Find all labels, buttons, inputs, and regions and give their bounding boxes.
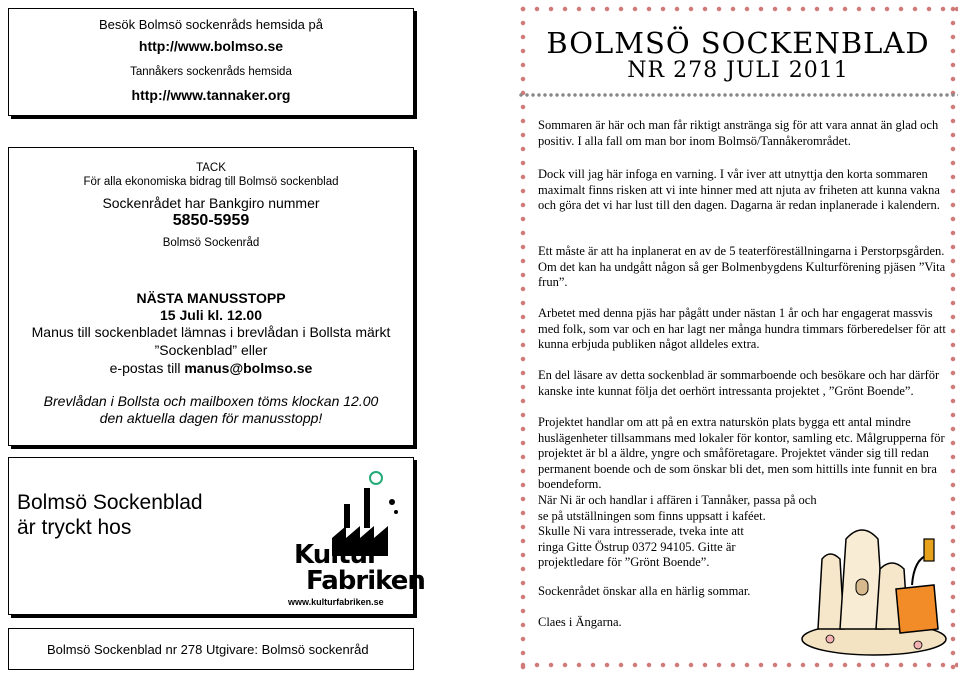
- dotted-border-right: [948, 4, 958, 670]
- bolmso-url-link[interactable]: http://www.bolmso.se: [138, 38, 284, 54]
- dotted-border-bottom: [518, 660, 958, 670]
- paragraph: Sockenrådet önskar alla en härlig sommar.: [538, 584, 751, 598]
- deadline-date: 15 Juli kl. 12.00: [160, 307, 262, 323]
- paragraph: En del läsare av detta sockenblad är sommarboende och besökare och har därför kanske inte kunnat följa det oerhört intressanta projektet , ”Grönt Boende”.: [538, 368, 940, 398]
- websites-intro: Besök Bolmsö sockenråds hemsida på: [98, 17, 323, 32]
- deadline-instructions: Manus till sockenbladet lämnas i brevlådan i Bollsta märkt: [31, 324, 391, 340]
- printer-text: [17, 490, 203, 540]
- newsletter-issue: NR 278 JULI 2011: [627, 58, 849, 83]
- thanks-text: För alla ekonomiska bidrag till Bolmsö sockenblad: [83, 176, 339, 188]
- mailbox-note-2: den aktuella dagen för manusstopp!: [99, 410, 323, 426]
- email-prefix: e-postas till: [109, 360, 185, 376]
- paragraph: Sommaren är här och man får riktigt anstränga sig för att vara annat än glad och positiv. I alla fall om man bor inom Bolmsö/Tannåkerområdet.: [538, 118, 939, 148]
- bankgiro-text: Sockenrådet har Bankgiro nummer: [102, 195, 320, 211]
- paragraph: Dock vill jag här infoga en varning. I vår iver att utnyttja den korta sommaren maximalt finns risken att vi inte hinner med att njuta av friheten att kunna vakna och göra det vi har lust till den dagen. Dagarna är redan inplanerade i kalendern.: [538, 167, 940, 213]
- thanks-signature: Bolmsö Sockenråd: [162, 237, 260, 249]
- websites-box: [8, 8, 414, 116]
- paragraph: Ett måste är att ha inplanerat en av de 5 teaterföreställningarna i Perstorpsgården. Om det kan ha undgått någon så ger Bolmenbygdens Kulturförening pjäsen ”Vita frun”.: [538, 244, 946, 290]
- mailbox-note: Brevlådan i Bollsta och mailboxen töms klockan 12.00: [43, 393, 379, 409]
- sandcastle-clipart: [800, 489, 948, 659]
- footer-text: Bolmsö Sockenblad nr 278 Utgivare: Bolmsö sockenråd: [47, 642, 369, 657]
- thanks-heading: TACK: [196, 162, 226, 174]
- deadline-heading: NÄSTA MANUSSTOPP: [136, 290, 286, 306]
- logo-url[interactable]: www.kulturfabriken.se: [288, 597, 384, 607]
- paragraph: Arbetet med denna pjäs har pågått under nästan 1 år och har engagerat massvis med folk, som var och en har lagt ner många hundra timmars förberedelser för att kunna erbjuda publiken något alldeles extra.: [538, 306, 946, 352]
- newsletter-title: BOLMSÖ SOCKENBLAD: [546, 26, 930, 60]
- paragraph: Projektet handlar om att på en extra naturskön plats bygga ett antal mindre huslägenheter tillsammans med lokaler för kontor, samling etc. Målgrupperna för projektet är bl a äldre, yngre och småföretagare. Projektet vänder sig till redan permanent boende och de som önskar bli det, men som hittills inte funnit en bra boendeform.: [538, 415, 945, 492]
- tannaker-url-link[interactable]: http://www.tannaker.org: [131, 87, 291, 103]
- printer-box: [8, 457, 425, 615]
- deadline-label: ”Sockenblad” eller: [154, 342, 268, 358]
- paragraph: När Ni är och handlar i affären i Tannåker, passa på och se på utställningen som finns uppsatt i kaféet.: [538, 493, 817, 523]
- dotted-border-top: [518, 4, 958, 14]
- footer-box: [8, 628, 414, 670]
- printer-line-1: Bolmsö Sockenblad: [17, 491, 203, 514]
- logo-fabriken: Fabriken: [306, 566, 425, 596]
- email-link[interactable]: manus@bolmso.se: [184, 360, 313, 376]
- info-box: [8, 147, 414, 446]
- logo-kultur: Kultur: [294, 540, 379, 570]
- paragraph: Skulle Ni vara intresserade, tveka inte att ringa Gitte Östrup 0372 94105. Gitte är projektledare för ”Grönt Boende”.: [538, 524, 744, 570]
- masthead-divider: [518, 92, 958, 98]
- signature: Claes i Ängarna.: [538, 615, 622, 629]
- newsletter-page: [518, 4, 958, 670]
- dotted-border-left: [518, 4, 528, 670]
- printer-line-2: är tryckt hos: [17, 516, 132, 539]
- kulturfabriken-logo: [284, 466, 425, 611]
- tannaker-intro: Tannåkers sockenråds hemsida: [130, 66, 292, 78]
- bankgiro-number: 5850-5959: [172, 212, 250, 229]
- deadline-email-line: [9, 360, 413, 376]
